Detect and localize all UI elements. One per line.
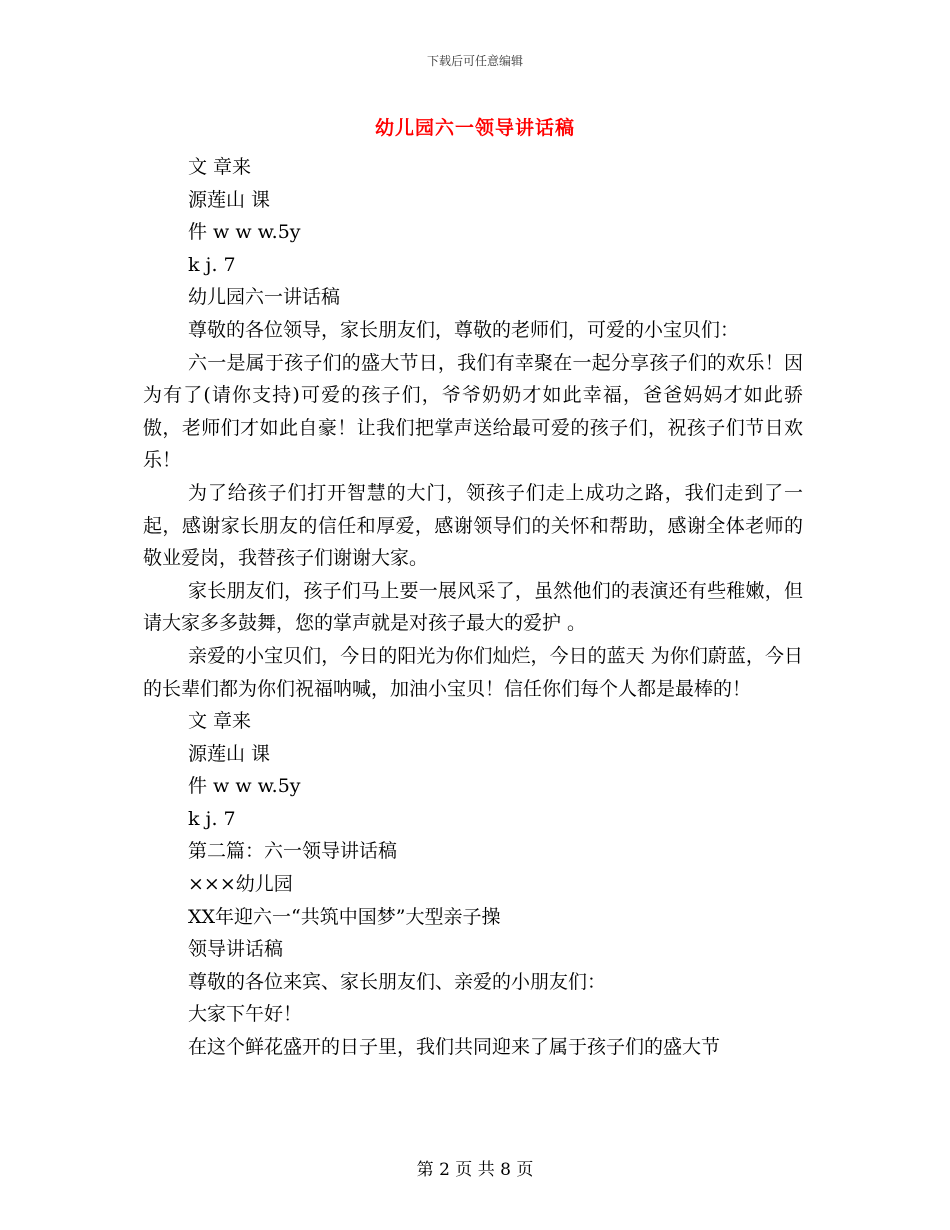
body-line: 源莲山 课 xyxy=(188,188,271,211)
body-line: 在这个鲜花盛开的日子里，我们共同迎来了属于孩子们的盛大节 xyxy=(188,1036,721,1059)
document-title: 幼儿园六一领导讲话稿 xyxy=(374,117,575,139)
body-line: k j. 7 xyxy=(188,253,236,276)
body-line: 文 章来 xyxy=(188,710,252,733)
document-body xyxy=(143,151,803,1064)
body-line: 件 w w w.5y xyxy=(188,775,301,798)
paragraph: 为了给孩子们打开智慧的大门，领孩子们走上成功之路，我们走到了一起，感谢家长朋友的信任和厚爱，感谢领导们的关怀和帮助，感谢全体老师的敬业爱岗，我替孩子们谢谢大家。 xyxy=(143,481,803,570)
body-line: XX年迎六一“共筑中国梦”大型亲子操 xyxy=(188,905,501,928)
greeting: 大家下午好！ xyxy=(188,1003,303,1026)
body-line: 文 章来 xyxy=(188,156,252,178)
paragraph: 家长朋友们，孩子们马上要一展风采了，虽然他们的表演还有些稚嫩，但请大家多多鼓舞，您的掌声就是对孩子最大的爱护 。 xyxy=(143,579,803,635)
page-header-note: 下载后可任意编辑 xyxy=(426,54,523,68)
section-heading: 第二篇：六一领导讲话稿 xyxy=(188,840,398,863)
body-line: 件 w w w.5y xyxy=(188,221,301,244)
body-line: ×××幼儿园 xyxy=(188,873,293,896)
salutation: 尊敬的各位领导，家长朋友们，尊敬的老师们，可爱的小宝贝们： xyxy=(188,318,740,341)
page-number-footer: 第 2 页 共 8 页 xyxy=(416,1160,534,1180)
paragraph: 亲爱的小宝贝们，今日的阳光为你们灿烂，今日的蓝天 为你们蔚蓝，今日的长辈们都为你们祝福呐喊，加油小宝贝！信任你们每个人都是最棒的！ xyxy=(143,644,803,700)
body-line: 源莲山 课 xyxy=(188,742,271,765)
paragraph: 六一是属于孩子们的盛大节日，我们有幸聚在一起分享孩子们的欢乐！因为有了(请你支持)可爱的孩子们，爷爷奶奶才如此幸福，爸爸妈妈才如此骄傲，老师们才如此自豪！让我们把掌声送给最可爱的孩子们，祝孩子们节日欢乐！ xyxy=(143,351,803,472)
section-heading: 幼儿园六一讲话稿 xyxy=(188,286,341,309)
salutation: 尊敬的各位来宾、家长朋友们、亲爱的小朋友们： xyxy=(188,970,607,993)
body-line: k j. 7 xyxy=(188,807,236,830)
body-line: 领导讲话稿 xyxy=(188,938,284,961)
